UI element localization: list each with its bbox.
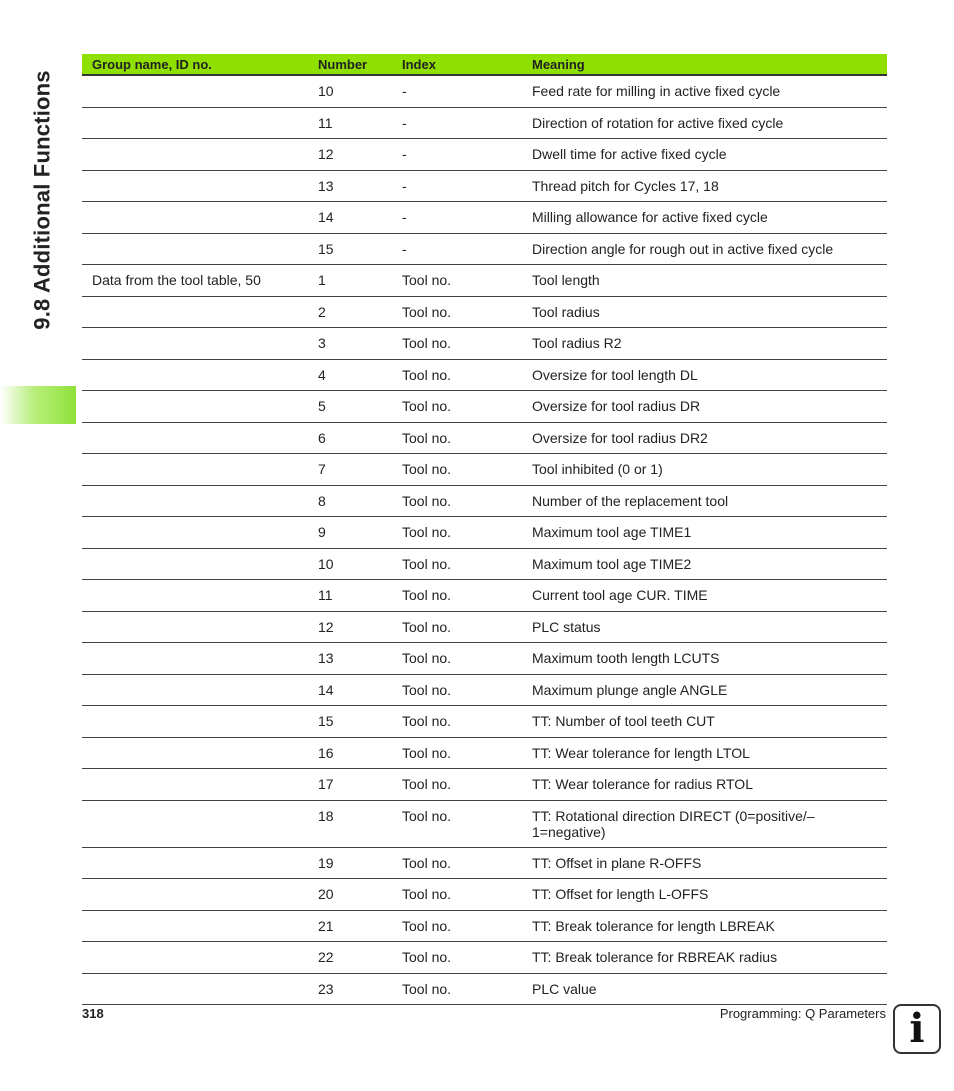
cell-number: 14 xyxy=(309,202,393,234)
cell-meaning: Tool length xyxy=(523,265,887,297)
header-group-name: Group name, ID no. xyxy=(82,54,309,75)
table-body xyxy=(82,75,887,1005)
cell-meaning: Maximum tool age TIME1 xyxy=(523,517,887,549)
cell-index: Tool no. xyxy=(393,548,523,580)
cell-index: Tool no. xyxy=(393,611,523,643)
cell-group-name xyxy=(82,75,309,107)
cell-meaning: Tool radius R2 xyxy=(523,328,887,360)
cell-number: 8 xyxy=(309,485,393,517)
cell-index: Tool no. xyxy=(393,973,523,1005)
table-row xyxy=(82,391,887,423)
table-row xyxy=(82,879,887,911)
cell-group-name xyxy=(82,485,309,517)
cell-number: 22 xyxy=(309,942,393,974)
q-parameter-table xyxy=(82,54,887,1005)
cell-number: 13 xyxy=(309,170,393,202)
cell-meaning: Tool radius xyxy=(523,296,887,328)
cell-index: Tool no. xyxy=(393,265,523,297)
cell-index: Tool no. xyxy=(393,580,523,612)
table-row xyxy=(82,233,887,265)
section-title-vertical xyxy=(20,50,66,350)
chapter-tab-marker xyxy=(0,386,76,424)
cell-index: Tool no. xyxy=(393,910,523,942)
cell-group-name xyxy=(82,910,309,942)
cell-index: Tool no. xyxy=(393,737,523,769)
cell-number: 10 xyxy=(309,548,393,580)
table-row xyxy=(82,548,887,580)
cell-group-name xyxy=(82,942,309,974)
cell-index: Tool no. xyxy=(393,643,523,675)
cell-group-name xyxy=(82,769,309,801)
cell-number: 7 xyxy=(309,454,393,486)
cell-meaning: Number of the replacement tool xyxy=(523,485,887,517)
cell-meaning: Milling allowance for active fixed cycle xyxy=(523,202,887,234)
cell-index: Tool no. xyxy=(393,454,523,486)
cell-meaning: TT: Break tolerance for RBREAK radius xyxy=(523,942,887,974)
cell-meaning: TT: Offset for length L-OFFS xyxy=(523,879,887,911)
cell-index: - xyxy=(393,75,523,107)
cell-number: 19 xyxy=(309,847,393,879)
cell-number: 12 xyxy=(309,611,393,643)
table-row xyxy=(82,485,887,517)
cell-index: Tool no. xyxy=(393,879,523,911)
cell-meaning: TT: Number of tool teeth CUT xyxy=(523,706,887,738)
cell-number: 18 xyxy=(309,800,393,847)
cell-meaning: TT: Wear tolerance for length LTOL xyxy=(523,737,887,769)
cell-index: Tool no. xyxy=(393,769,523,801)
cell-index: Tool no. xyxy=(393,847,523,879)
cell-index: Tool no. xyxy=(393,422,523,454)
cell-meaning: TT: Offset in plane R-OFFS xyxy=(523,847,887,879)
table-row xyxy=(82,422,887,454)
cell-number: 15 xyxy=(309,706,393,738)
cell-group-name xyxy=(82,611,309,643)
cell-index: Tool no. xyxy=(393,328,523,360)
table-row xyxy=(82,170,887,202)
cell-index: - xyxy=(393,139,523,171)
cell-number: 3 xyxy=(309,328,393,360)
cell-group-name: Data from the tool table, 50 xyxy=(82,265,309,297)
table-row xyxy=(82,202,887,234)
cell-group-name xyxy=(82,359,309,391)
cell-index: - xyxy=(393,170,523,202)
cell-meaning: TT: Break tolerance for length LBREAK xyxy=(523,910,887,942)
cell-meaning: Direction of rotation for active fixed cycle xyxy=(523,107,887,139)
table-row xyxy=(82,580,887,612)
table-row xyxy=(82,454,887,486)
cell-meaning: Current tool age CUR. TIME xyxy=(523,580,887,612)
table-row xyxy=(82,769,887,801)
cell-index: Tool no. xyxy=(393,706,523,738)
cell-number: 1 xyxy=(309,265,393,297)
cell-index: Tool no. xyxy=(393,485,523,517)
cell-group-name xyxy=(82,170,309,202)
cell-number: 9 xyxy=(309,517,393,549)
cell-group-name xyxy=(82,973,309,1005)
table-row xyxy=(82,910,887,942)
cell-group-name xyxy=(82,580,309,612)
cell-group-name xyxy=(82,847,309,879)
cell-number: 16 xyxy=(309,737,393,769)
cell-group-name xyxy=(82,202,309,234)
cell-group-name xyxy=(82,422,309,454)
cell-meaning: Oversize for tool length DL xyxy=(523,359,887,391)
table-row xyxy=(82,107,887,139)
cell-meaning: Maximum tool age TIME2 xyxy=(523,548,887,580)
cell-number: 6 xyxy=(309,422,393,454)
cell-index: Tool no. xyxy=(393,359,523,391)
cell-index: Tool no. xyxy=(393,296,523,328)
cell-group-name xyxy=(82,233,309,265)
cell-number: 2 xyxy=(309,296,393,328)
cell-number: 10 xyxy=(309,75,393,107)
cell-meaning: Oversize for tool radius DR xyxy=(523,391,887,423)
cell-index: - xyxy=(393,107,523,139)
cell-number: 23 xyxy=(309,973,393,1005)
cell-number: 21 xyxy=(309,910,393,942)
section-title: 9.8 Additional Functions xyxy=(30,70,55,330)
cell-meaning: PLC status xyxy=(523,611,887,643)
cell-meaning: PLC value xyxy=(523,973,887,1005)
cell-group-name xyxy=(82,517,309,549)
cell-group-name xyxy=(82,674,309,706)
table-row xyxy=(82,643,887,675)
cell-group-name xyxy=(82,737,309,769)
table-row xyxy=(82,847,887,879)
cell-group-name xyxy=(82,391,309,423)
cell-number: 20 xyxy=(309,879,393,911)
table-row xyxy=(82,973,887,1005)
cell-group-name xyxy=(82,328,309,360)
cell-number: 11 xyxy=(309,107,393,139)
cell-meaning: Maximum plunge angle ANGLE xyxy=(523,674,887,706)
cell-number: 17 xyxy=(309,769,393,801)
cell-group-name xyxy=(82,879,309,911)
cell-number: 11 xyxy=(309,580,393,612)
cell-number: 5 xyxy=(309,391,393,423)
cell-meaning: Oversize for tool radius DR2 xyxy=(523,422,887,454)
cell-group-name xyxy=(82,454,309,486)
cell-meaning: Maximum tooth length LCUTS xyxy=(523,643,887,675)
cell-group-name xyxy=(82,548,309,580)
table-row xyxy=(82,517,887,549)
table-row xyxy=(82,139,887,171)
cell-meaning: Dwell time for active fixed cycle xyxy=(523,139,887,171)
header-index: Index xyxy=(393,54,523,75)
cell-meaning: TT: Wear tolerance for radius RTOL xyxy=(523,769,887,801)
page-number: 318 xyxy=(82,1006,104,1021)
cell-group-name xyxy=(82,800,309,847)
cell-index: - xyxy=(393,233,523,265)
cell-meaning: Direction angle for rough out in active fixed cycle xyxy=(523,233,887,265)
header-meaning: Meaning xyxy=(523,54,887,75)
cell-meaning: Thread pitch for Cycles 17, 18 xyxy=(523,170,887,202)
table-row xyxy=(82,611,887,643)
table-header-row xyxy=(82,54,887,75)
info-icon xyxy=(893,1004,941,1054)
cell-group-name xyxy=(82,643,309,675)
table-row xyxy=(82,296,887,328)
cell-index: Tool no. xyxy=(393,674,523,706)
header-number: Number xyxy=(309,54,393,75)
table-row xyxy=(82,328,887,360)
table-row xyxy=(82,737,887,769)
cell-meaning: TT: Rotational direction DIRECT (0=positive/–1=negative) xyxy=(523,800,887,847)
cell-number: 4 xyxy=(309,359,393,391)
cell-group-name xyxy=(82,107,309,139)
table-row xyxy=(82,674,887,706)
table-row xyxy=(82,75,887,107)
cell-group-name xyxy=(82,296,309,328)
table-row xyxy=(82,359,887,391)
table-row xyxy=(82,942,887,974)
footer-chapter-title: Programming: Q Parameters xyxy=(719,1006,886,1021)
cell-number: 14 xyxy=(309,674,393,706)
cell-index: Tool no. xyxy=(393,942,523,974)
info-icon-glyph: i xyxy=(909,1005,925,1052)
cell-number: 15 xyxy=(309,233,393,265)
cell-meaning: Tool inhibited (0 or 1) xyxy=(523,454,887,486)
cell-number: 13 xyxy=(309,643,393,675)
cell-index: - xyxy=(393,202,523,234)
cell-index: Tool no. xyxy=(393,517,523,549)
table-row xyxy=(82,800,887,847)
table-row xyxy=(82,706,887,738)
cell-group-name xyxy=(82,706,309,738)
cell-index: Tool no. xyxy=(393,800,523,847)
cell-index: Tool no. xyxy=(393,391,523,423)
cell-group-name xyxy=(82,139,309,171)
cell-number: 12 xyxy=(309,139,393,171)
cell-meaning: Feed rate for milling in active fixed cycle xyxy=(523,75,887,107)
table-row xyxy=(82,265,887,297)
